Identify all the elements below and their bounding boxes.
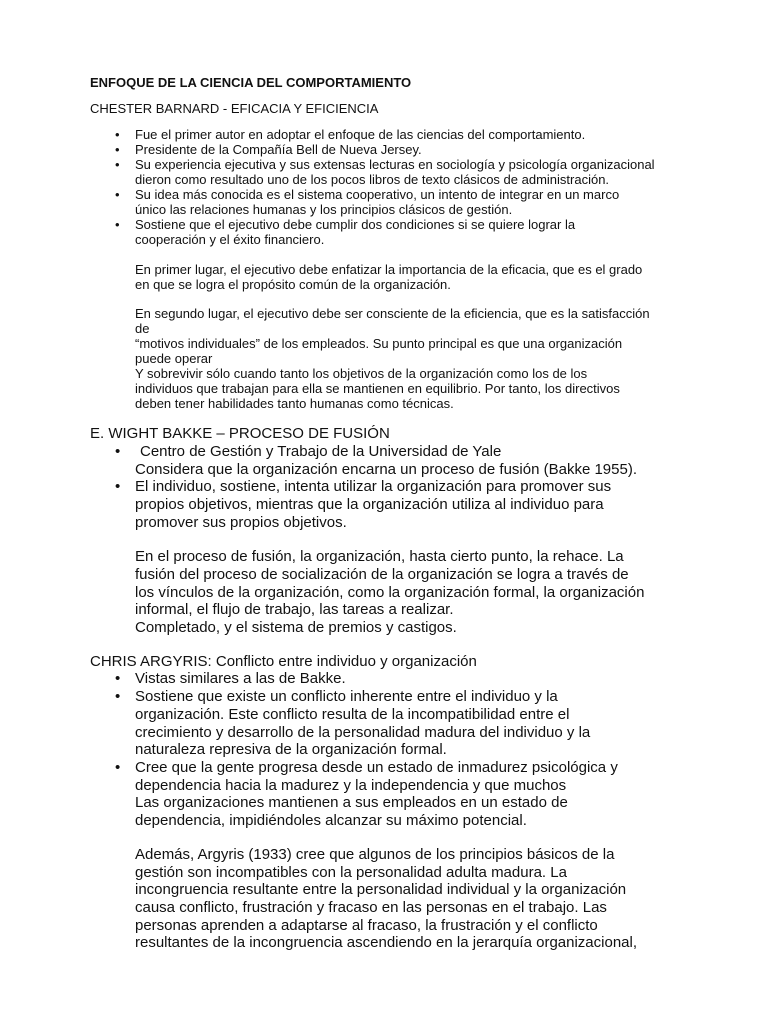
argyris-line: incongruencia resultante entre la personalidad individual y la organización [135, 881, 627, 898]
barnard-line: “motivos individuales” de los empleados. Su punto principal es que una organización [135, 336, 623, 351]
argyris-line: Cree que la gente progresa desde un estado de inmadurez psicológica y [135, 759, 618, 776]
bullet-marker: • [115, 127, 120, 142]
document-title: ENFOQUE DE LA CIENCIA DEL COMPORTAMIENTO [90, 75, 412, 90]
barnard-line: de [135, 321, 150, 336]
barnard-line: cooperación y el éxito financiero. [135, 232, 325, 247]
argyris-line: gestión son incompatibles con la personalidad adulta madura. La [135, 864, 567, 881]
bakke-line: En el proceso de fusión, la organización, hasta cierto punto, la rehace. La [135, 548, 624, 565]
barnard-line: individuos que trabajan para ella se mantienen en equilibrio. Por tanto, los directivos [135, 381, 620, 396]
argyris-line: crecimiento y desarrollo de la personalidad madura del individuo y la [135, 724, 591, 741]
barnard-line: Y sobrevivir sólo cuando tanto los objetivos de la organización como los de los [135, 366, 588, 381]
bakke-line: propios objetivos, mientras que la organización utiliza al individuo para [135, 496, 604, 513]
argyris-line: Sostiene que existe un conflicto inherente entre el individuo y la [135, 688, 558, 705]
barnard-line: puede operar [135, 351, 213, 366]
barnard-line: Su experiencia ejecutiva y sus extensas lecturas en sociología y psicología organizacional [135, 157, 655, 172]
barnard-heading: CHESTER BARNARD - EFICACIA Y EFICIENCIA [90, 101, 379, 116]
bakke-line: informal, el flujo de trabajo, las tareas a realizar. [135, 601, 454, 618]
bakke-line: Completado, y el sistema de premios y castigos. [135, 619, 457, 636]
bakke-heading: E. WIGHT BAKKE – PROCESO DE FUSIÓN [90, 425, 390, 442]
bakke-line: Considera que la organización encarna un proceso de fusión (Bakke 1955). [135, 461, 637, 478]
barnard-line: Presidente de la Compañía Bell de Nueva Jersey. [135, 142, 422, 157]
argyris-line: Vistas similares a las de Bakke. [135, 670, 346, 687]
barnard-line: deben tener habilidades tanto humanas como técnicas. [135, 396, 454, 411]
bakke-line: promover sus propios objetivos. [135, 514, 347, 531]
argyris-line: causa conflicto, frustración y fracaso en las personas en el trabajo. Las [135, 899, 607, 916]
argyris-line: resultantes de la incongruencia ascendiendo en la jerarquía organizacional, [135, 934, 638, 951]
bullet-marker: • [115, 670, 121, 687]
bakke-line: los vínculos de la organización, como la organización formal, la organización [135, 584, 645, 601]
bakke-line: fusión del proceso de socialización de la organización se logra a través de [135, 566, 629, 583]
bullet-marker: • [115, 688, 121, 705]
bullet-marker: • [115, 157, 120, 172]
argyris-line: dependencia, impidiéndoles alcanzar su máximo potencial. [135, 812, 527, 829]
argyris-line: personas aprenden a adaptarse al fracaso, la frustración y el conflicto [135, 917, 598, 934]
argyris-heading: CHRIS ARGYRIS: Conflicto entre individuo y organización [90, 653, 477, 670]
bullet-marker: • [115, 443, 121, 460]
barnard-line: Sostiene que el ejecutivo debe cumplir dos condiciones si se quiere lograr la [135, 217, 576, 232]
bakke-line: Centro de Gestión y Trabajo de la Universidad de Yale [140, 443, 502, 460]
barnard-line: en que se logra el propósito común de la organización. [135, 277, 451, 292]
bullet-marker: • [115, 217, 120, 232]
bullet-marker: • [115, 759, 121, 776]
barnard-line: En segundo lugar, el ejecutivo debe ser consciente de la eficiencia, que es la satisfacción [135, 306, 650, 321]
bullet-marker: • [115, 142, 120, 157]
bullet-marker: • [115, 478, 121, 495]
barnard-line: Fue el primer autor en adoptar el enfoque de las ciencias del comportamiento. [135, 127, 586, 142]
bullet-marker: • [115, 187, 120, 202]
barnard-line: Su idea más conocida es el sistema cooperativo, un intento de integrar en un marco [135, 187, 620, 202]
argyris-line: dependencia hacia la madurez y la independencia y que muchos [135, 777, 567, 794]
bakke-line: El individuo, sostiene, intenta utilizar la organización para promover sus [135, 478, 612, 495]
argyris-line: Además, Argyris (1933) cree que algunos de los principios básicos de la [135, 846, 615, 863]
argyris-line: organización. Este conflicto resulta de la incompatibilidad entre el [135, 706, 570, 723]
barnard-line: único las relaciones humanas y los principios clásicos de gestión. [135, 202, 513, 217]
barnard-line: dieron como resultado uno de los pocos libros de texto clásicos de administración. [135, 172, 610, 187]
argyris-line: Las organizaciones mantienen a sus empleados en un estado de [135, 794, 568, 811]
argyris-line: naturaleza represiva de la organización formal. [135, 741, 447, 758]
barnard-line: En primer lugar, el ejecutivo debe enfatizar la importancia de la eficacia, que es el grado [135, 262, 643, 277]
